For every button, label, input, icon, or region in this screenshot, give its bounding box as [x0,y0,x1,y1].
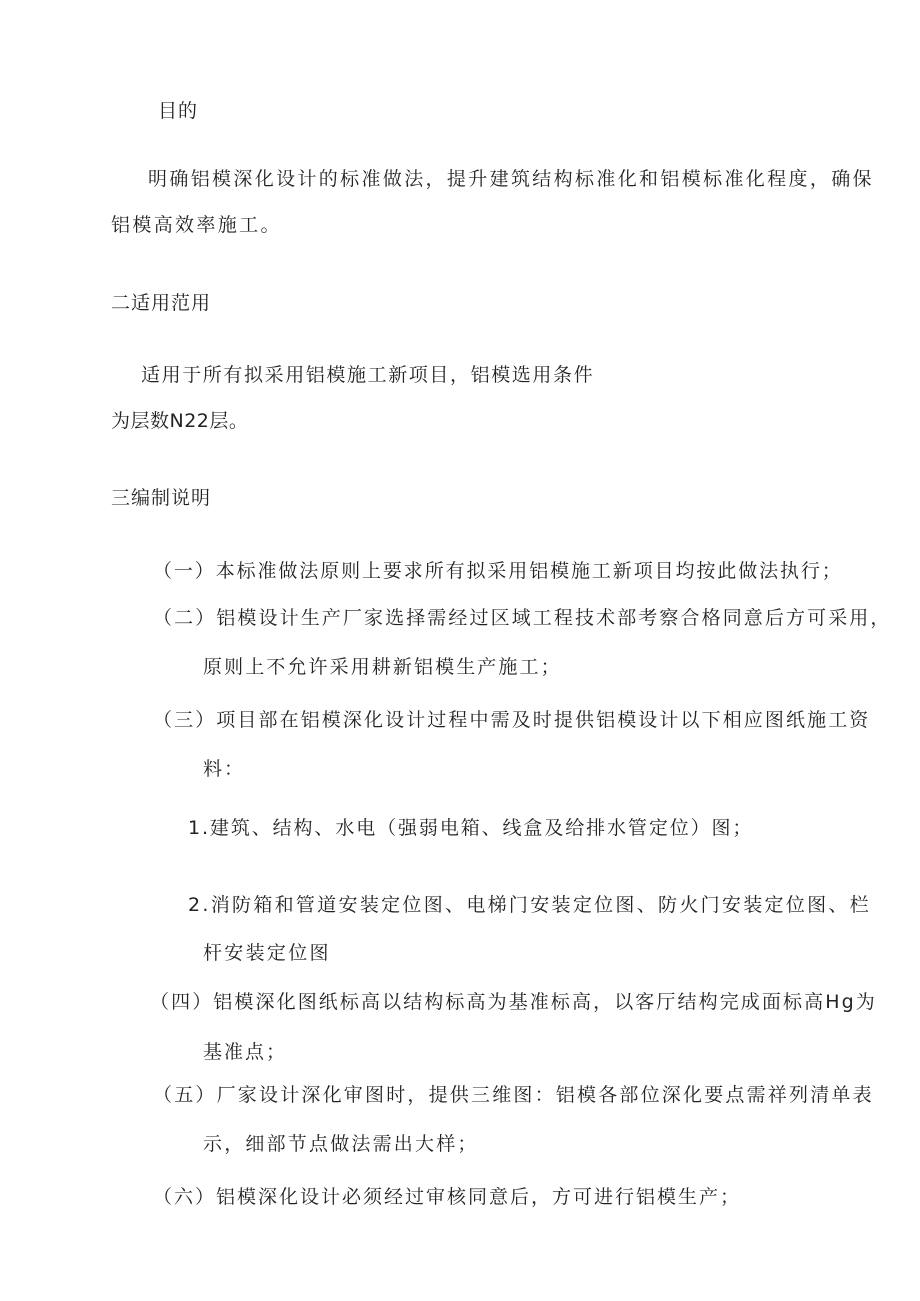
note-item-1: （一）本标准做法原则上要求所有拟采用铝模施工新项目均按此做法执行； [153,560,843,582]
note-item-5-line1: （五）厂家设计深化审图时，提供三维图：铝模各部位深化要点需祥列清单表 [153,1084,874,1106]
note-item-3-line2: 料： [203,758,246,780]
note-item-4-line2: 基准点； [203,1041,288,1063]
note-item-5-line2: 示，细部节点做法需出大样； [203,1133,479,1155]
note-item-3-line1: （三）项目部在铝模深化设计过程中需及时提供铝模设计以下相应图纸施工资 [153,709,871,731]
note-item-2-line2: 原则上不允许采用耕新铝模生产施工； [203,656,562,678]
note-item-2-line1: （二）铝模设计生产厂家选择需经过区域工程技术部考察合格同意后方可采用， [153,607,892,629]
purpose-paragraph-line2: 铝模高效率施工。 [111,214,282,236]
scope-paragraph-line2: 为层数N22层。 [111,410,249,432]
note-item-6: （六）铝模深化设计必须经过审核同意后，方可进行铝模生产； [153,1186,742,1208]
scope-paragraph-line1: 适用于所有拟采用铝模施工新项目，铝模选用条件 [141,364,595,386]
section-heading-scope: 二适用范用 [111,292,212,314]
section-heading-purpose: 目的 [158,100,199,122]
purpose-paragraph-line1: 明确铝模深化设计的标准做法，提升建筑结构标准化和铝模标准化程度，确保 [148,168,874,190]
note-subitem-2-line2: 杆安装定位图 [203,942,331,964]
note-subitem-1: 1.建筑、结构、水电（强弱电箱、线盒及给排水管定位）图； [188,817,754,839]
note-subitem-2-line1: 2.消防箱和管道安装定位图、电梯门安装定位图、防火门安装定位图、栏 [188,894,872,916]
section-heading-notes: 三编制说明 [111,487,212,509]
note-item-4-line1: （四）铝模深化图纸标高以结构标高为基准标高，以客厅结构完成面标高Hg为 [150,991,877,1013]
